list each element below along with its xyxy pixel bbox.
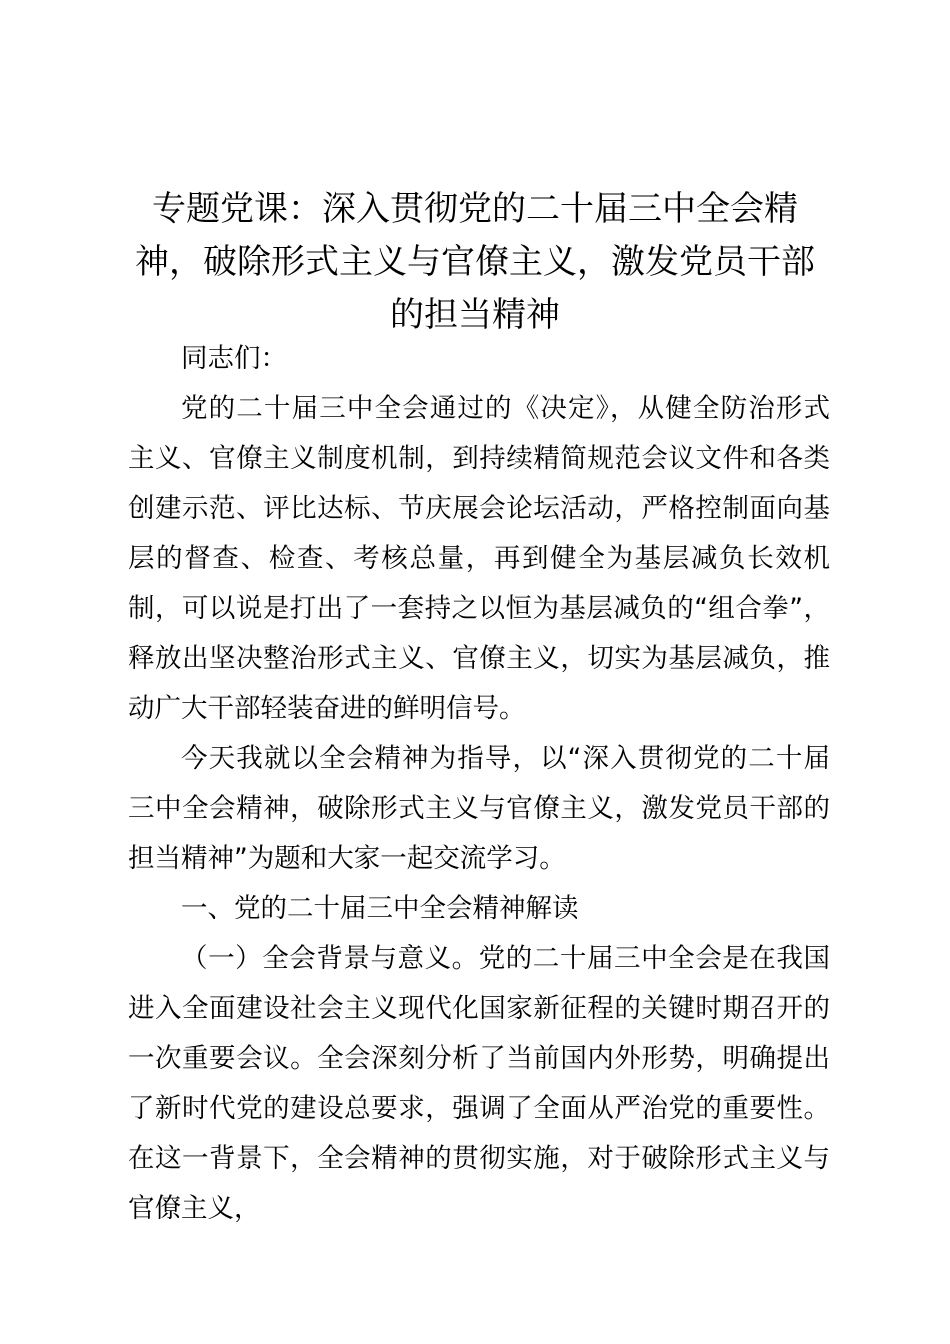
paragraph-topic: 今天我就以全会精神为指导，以“深入贯彻党的二十届三中全会精神，破除形式主义与官僚主义，激发党员干部的担当精神”为题和大家一起交流学习。	[128, 743, 830, 874]
section-heading-1: 一、党的二十届三中全会精神解读	[181, 893, 579, 924]
salutation: 同志们：	[181, 343, 287, 374]
document-body	[128, 334, 830, 1234]
document-title: 专题党课：深入贯彻党的二十届三中全会精神，破除形式主义与官僚主义，激发党员干部的担当精神	[135, 189, 815, 335]
paragraph-intro: 党的二十届三中全会通过的《决定》，从健全防治形式主义、官僚主义制度机制，到持续精简规范会议文件和各类创建示范、评比达标、节庆展会论坛活动，严格控制面向基层的督查、检查、考核总量，再到健全为基层减负长效机制，可以说是打出了一套持之以恒为基层减负的“组合拳”，释放出坚决整治形式主义、官僚主义，切实为基层减负，推动广大干部轻装奋进的鲜明信号。	[128, 393, 830, 724]
paragraph-background: （一）全会背景与意义。党的二十届三中全会是在我国进入全面建设社会主义现代化国家新征程的关键时期召开的一次重要会议。全会深刻分析了当前国内外形势，明确提出了新时代党的建设总要求，强调了全面从严治党的重要性。在这一背景下，全会精神的贯彻实施，对于破除形式主义与官僚主义，	[128, 943, 830, 1224]
